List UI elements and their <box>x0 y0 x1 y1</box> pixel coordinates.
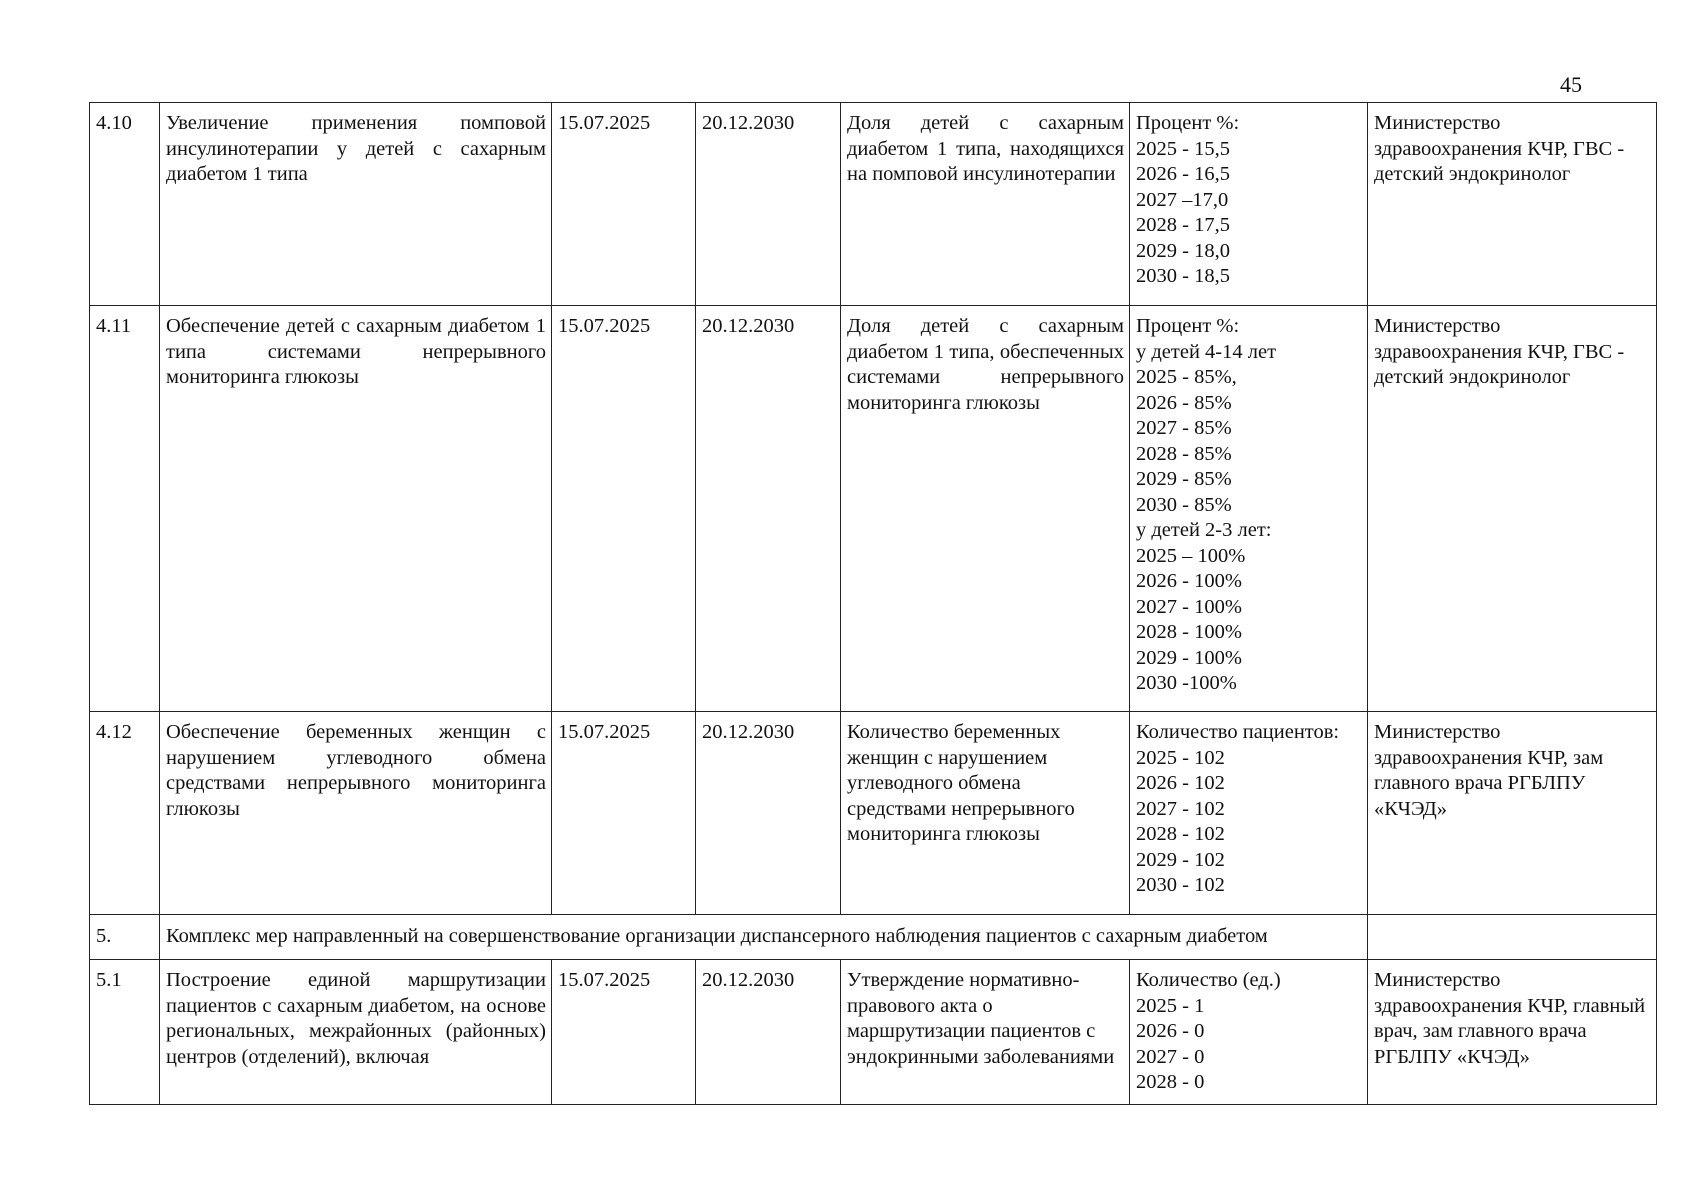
target-value: Процент %: <box>1136 315 1240 337</box>
target-value: Количество пациентов: <box>1136 721 1340 743</box>
activity-cell: Обеспечение детей с сахарным диабетом 1 типа системами непрерывного мониторинга глюкозы <box>160 306 552 712</box>
activity-cell: Построение единой маршрутизации пациентов с сахарным диабетом, на основе региональных, межрайонных (районных) центров (отделений), включая <box>160 960 552 1105</box>
responsible-cell: Министерство здравоохранения КЧР, главный врач, зам главного врача РГБЛПУ «КЧЭД» <box>1368 960 1657 1105</box>
indicator-cell: Утверждение нормативно-правового акта о маршрутизации пациентов с эндокринными заболеваниями <box>841 960 1130 1105</box>
table-row <box>90 960 1657 1105</box>
target-value: 2025 - 15,5 <box>1136 137 1230 160</box>
target-value: 2028 - 17,5 <box>1136 214 1230 236</box>
activity-cell: Увеличение применения помповой инсулинотерапии у детей с сахарным диабетом 1 типа <box>160 103 552 306</box>
table-row <box>90 712 1657 915</box>
target-value: 2029 - 85% <box>1136 468 1232 490</box>
target-value: 2027 - 100% <box>1136 595 1242 618</box>
indicator-cell: Доля детей с сахарным диабетом 1 типа, обеспеченных системами непрерывного мониторинга глюкозы <box>841 306 1130 712</box>
target-value: 2030 - 18,5 <box>1136 265 1230 287</box>
table-row <box>90 103 1657 306</box>
responsible-cell: Министерство здравоохранения КЧР, ГВС - детский эндокринолог <box>1368 306 1657 712</box>
target-value: 2029 - 18,0 <box>1136 239 1230 262</box>
start-date: 15.07.2025 <box>552 306 696 712</box>
target-value: 2028 - 102 <box>1136 823 1225 845</box>
target-value: 2030 - 85% <box>1136 493 1232 516</box>
target-value: 2028 - 85% <box>1136 442 1232 465</box>
target-value: 2026 - 102 <box>1136 772 1225 794</box>
end-date: 20.12.2030 <box>696 712 841 915</box>
target-value: 2025 – 100% <box>1136 544 1246 567</box>
section-number: 5. <box>90 915 160 960</box>
end-date: 20.12.2030 <box>696 103 841 306</box>
target-value: 2026 - 16,5 <box>1136 163 1230 185</box>
target-value: у детей 2-3 лет: <box>1136 519 1272 541</box>
target-value: 2027 - 0 <box>1136 1045 1205 1068</box>
section-row <box>90 915 1657 960</box>
activity-cell: Обеспечение беременных женщин с нарушением углеводного обмена средствами непрерывного мониторинга глюкозы <box>160 712 552 915</box>
target-value: 2028 - 100% <box>1136 621 1242 643</box>
target-values-cell <box>1130 103 1368 306</box>
indicator-cell: Доля детей с сахарным диабетом 1 типа, находящихся на помповой инсулинотерапии <box>841 103 1130 306</box>
target-value: 2026 - 100% <box>1136 570 1242 592</box>
target-value: 2027 - 102 <box>1136 797 1225 820</box>
target-value: 2026 - 85% <box>1136 391 1232 414</box>
indicator-cell: Количество беременных женщин с нарушением углеводного обмена средствами непрерывного мониторинга глюкозы <box>841 712 1130 915</box>
page-number: 45 <box>1560 72 1582 97</box>
measures-table <box>89 102 1657 1105</box>
section-empty-cell <box>1368 915 1657 960</box>
target-values-cell <box>1130 712 1368 915</box>
start-date: 15.07.2025 <box>552 103 696 306</box>
target-value: 2025 - 102 <box>1136 746 1225 769</box>
target-value: 2030 -100% <box>1136 672 1237 694</box>
target-value: 2030 - 102 <box>1136 874 1225 896</box>
section-title: Комплекс мер направленный на совершенствование организации диспансерного наблюдения пациентов с сахарным диабетом <box>160 915 1368 960</box>
target-value: 2025 - 1 <box>1136 994 1205 1017</box>
target-value: 2028 - 0 <box>1136 1071 1205 1093</box>
target-value: 2027 - 85% <box>1136 417 1232 439</box>
target-values-cell <box>1130 306 1368 712</box>
table-row <box>90 306 1657 712</box>
responsible-cell: Министерство здравоохранения КЧР, ГВС - детский эндокринолог <box>1368 103 1657 306</box>
target-value: Процент %: <box>1136 112 1240 134</box>
target-value: 2029 - 100% <box>1136 646 1242 669</box>
target-value: 2025 - 85%, <box>1136 366 1237 388</box>
target-value: 2026 - 0 <box>1136 1020 1205 1042</box>
start-date: 15.07.2025 <box>552 960 696 1105</box>
target-value: 2029 - 102 <box>1136 848 1225 871</box>
item-number: 4.10 <box>90 103 160 306</box>
responsible-cell: Министерство здравоохранения КЧР, зам главного врача РГБЛПУ «КЧЭД» <box>1368 712 1657 915</box>
item-number: 4.12 <box>90 712 160 915</box>
target-value: 2027 –17,0 <box>1136 188 1229 211</box>
item-number: 4.11 <box>90 306 160 712</box>
end-date: 20.12.2030 <box>696 960 841 1105</box>
target-values-cell <box>1130 960 1368 1105</box>
start-date: 15.07.2025 <box>552 712 696 915</box>
target-value: Количество (ед.) <box>1136 969 1281 991</box>
target-value: у детей 4-14 лет <box>1136 340 1277 363</box>
item-number: 5.1 <box>90 960 160 1105</box>
end-date: 20.12.2030 <box>696 306 841 712</box>
